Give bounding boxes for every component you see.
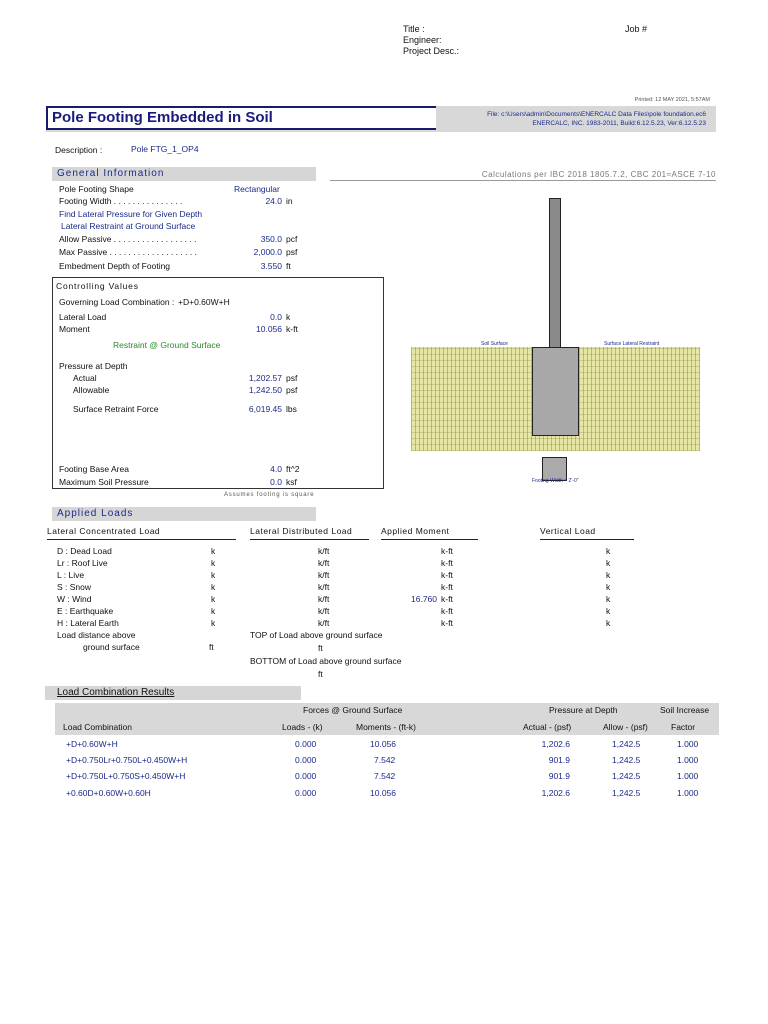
dist-unit: k/ft [318,618,330,628]
divider [250,539,369,540]
moments-cell: 10.056 [370,788,396,798]
conc-unit: k [211,570,216,580]
conc-unit: k [211,582,216,592]
embed-value: 3.550 [260,261,282,271]
version-info: ENERCALC, INC. 1983-2011, Build:6.12.5.23, Ver:6.12.5.23 [532,120,706,127]
vertical-unit: k [606,594,611,604]
factor-cell: 1.000 [677,771,699,781]
conc-unit: k [211,546,216,556]
vertical-unit: k [606,618,611,628]
square-note: Assumes footing is square [224,492,315,498]
col-lateral-dist: Lateral Distributed Load [250,526,353,536]
soil-pressure-unit: ksf [286,477,297,487]
page-title: Pole Footing Embedded in Soil [52,109,273,126]
surface-force-value: 6,019.45 [248,404,282,414]
gov-label: Governing Load Combination : [59,297,175,307]
col-moments: Moments - (ft-k) [356,722,416,732]
load-label: W : Wind [57,594,92,604]
vertical-unit: k [606,546,611,556]
actual-label: Actual [73,373,97,383]
vertical-unit: k [606,558,611,568]
allow-cell: 1,242.5 [612,788,641,798]
surface-restraint-label: Surface Lateral Restraint [604,341,660,347]
shape-label: Pole Footing Shape [59,184,134,194]
conc-unit: k [211,594,216,604]
combo-cell: +0.60D+0.60W+0.60H [66,788,151,798]
soil-pressure-label: Maximum Soil Pressure [59,477,149,487]
general-section-title: General Information [57,168,165,179]
moment-unit: k-ft [441,606,453,616]
allow-passive-value: 350.0 [260,234,282,244]
moments-cell: 7.542 [374,755,396,765]
lcr-title: Load Combination Results [57,687,175,698]
calc-note: Calculations per IBC 2018 1805.7.2, CBC 201≈ASCE 7-10 [481,170,716,179]
embed-unit: ft [286,261,291,271]
top-load-label: TOP of Load above ground surface [250,630,383,640]
col-loads: Loads - (k) [282,722,323,732]
width-value: 24.0 [265,196,282,206]
actual-cell: 1,202.6 [541,739,570,749]
combo-cell: +D+0.60W+H [66,739,118,749]
shape-value: Rectangular [234,184,280,194]
col-applied-moment: Applied Moment [381,526,450,536]
footing-width-label: Footing Width = 2'-0" [532,478,579,484]
factor-cell: 1.000 [677,739,699,749]
dist-unit: k/ft [318,594,330,604]
actual-value: 1,202.57 [248,373,282,383]
header-meta [403,24,459,57]
load-distance-unit: ft [209,642,214,652]
loads-cell: 0.000 [295,755,317,765]
dist-unit: k/ft [318,582,330,592]
moment-label: Moment [59,324,90,334]
col-load-combination: Load Combination [63,722,132,732]
pole-shaft [549,198,561,348]
dist-unit: k/ft [318,558,330,568]
actual-cell: 901.9 [548,771,570,781]
vertical-unit: k [606,606,611,616]
lateral-load-value: 0.0 [270,312,282,322]
moments-cell: 7.542 [374,771,396,781]
moment-unit: k-ft [441,582,453,592]
moment-unit: k-ft [441,558,453,568]
surface-force-label: Surface Retraint Force [73,404,159,414]
divider [47,539,236,540]
surface-force-unit: lbs [286,404,297,414]
pressure-label: Pressure at Depth [59,361,128,371]
base-area-value: 4.0 [270,464,282,474]
actual-cell: 1,202.6 [541,788,570,798]
moment-unit: k-ft [441,546,453,556]
moment-value: 10.056 [256,324,282,334]
job-label: Job # [625,24,648,34]
moment-unit: k-ft [441,618,453,628]
controlling-title: Controlling Values [56,281,139,291]
moments-cell: 10.056 [370,739,396,749]
col-lateral-conc: Lateral Concentrated Load [47,526,161,536]
top-load-unit: ft [318,643,323,653]
actual-unit: psf [286,373,298,383]
lateral-load-unit: k [286,312,291,322]
printed-date: Printed: 12 MAY 2021, 5:57AM [634,97,710,103]
col-vertical: Vertical Load [540,526,596,536]
restraint-label: Lateral Restraint at Ground Surface [61,221,196,231]
combo-cell: +D+0.750L+0.750S+0.450W+H [66,771,186,781]
gov-value: +D+0.60W+H [178,297,230,307]
conc-unit: k [211,558,216,568]
allow-passive-unit: pcf [286,234,298,244]
loads-cell: 0.000 [295,771,317,781]
soil-pressure-value: 0.0 [270,477,282,487]
allowable-unit: psf [286,385,298,395]
base-area-label: Footing Base Area [59,464,129,474]
vertical-unit: k [606,570,611,580]
moment-unit: k-ft [441,594,453,604]
bottom-load-unit: ft [318,669,323,679]
soil-increase-header: Soil Increase [660,705,710,715]
footing-block [532,347,579,436]
actual-cell: 901.9 [548,755,570,765]
file-path: File: c:\Users\admin\Documents\ENERCALC Data Files\pole foundation.ec6 [487,111,706,118]
col-allow: Allow - (psf) [603,722,648,732]
load-label: E : Earthquake [57,606,114,616]
loads-cell: 0.000 [295,739,317,749]
load-label: H : Lateral Earth [57,618,119,628]
col-factor: Factor [671,722,696,732]
allowable-label: Allowable [73,385,110,395]
load-label: S : Snow [57,582,92,592]
description-value: Pole FTG_1_OP4 [131,144,199,154]
col-actual: Actual - (psf) [523,722,572,732]
dist-unit: k/ft [318,606,330,616]
width-label: Footing Width . . . . . . . . . . . . . . . [59,196,183,206]
divider [381,539,478,540]
dist-unit: k/ft [318,546,330,556]
conc-unit: k [211,618,216,628]
moment-unit: k-ft [286,324,298,334]
factor-cell: 1.000 [677,788,699,798]
file-info [440,110,706,128]
max-passive-label: Max Passive . . . . . . . . . . . . . . . . . . . [59,247,197,257]
combo-cell: +D+0.750Lr+0.750L+0.450W+H [66,755,188,765]
max-passive-unit: psf [286,247,298,257]
engineer-label: Engineer: [403,35,442,45]
description-label: Description : [55,145,103,155]
find-label: Find Lateral Pressure for Given Depth [59,209,203,219]
conc-unit: k [211,606,216,616]
lateral-load-label: Lateral Load [59,312,107,322]
allow-cell: 1,242.5 [612,755,641,765]
load-label: L : Live [57,570,85,580]
applied-section-title: Applied Loads [57,508,134,519]
width-unit: in [286,196,293,206]
moment-unit: k-ft [441,570,453,580]
embed-label: Embedment Depth of Footing [59,261,171,271]
restraint-note: Restraint @ Ground Surface [113,340,221,350]
dist-unit: k/ft [318,570,330,580]
load-label: Lr : Roof Live [57,558,108,568]
allow-cell: 1,242.5 [612,771,641,781]
title-label: Title : [403,24,425,34]
base-area-unit: ft^2 [286,464,300,474]
load-label: D : Dead Load [57,546,112,556]
controlling-values-box [52,277,384,489]
pressure-header: Pressure at Depth [549,705,618,715]
divider [540,539,634,540]
soil-surface-label: Soil Surface [481,341,508,347]
allow-cell: 1,242.5 [612,739,641,749]
allow-passive-label: Allow Passive . . . . . . . . . . . . . . . . . . [59,234,197,244]
allowable-value: 1,242.50 [248,385,282,395]
vertical-unit: k [606,582,611,592]
max-passive-value: 2,000.0 [253,247,282,257]
forces-header: Forces @ Ground Surface [303,705,403,715]
moment-value: 16.760 [411,594,437,604]
bottom-load-label: BOTTOM of Load above ground surface [250,656,402,666]
factor-cell: 1.000 [677,755,699,765]
divider [330,180,716,181]
loads-cell: 0.000 [295,788,317,798]
ground-surface-label: ground surface [83,642,140,652]
project-label: Project Desc.: [403,46,460,56]
load-distance-label: Load distance above [57,630,136,640]
